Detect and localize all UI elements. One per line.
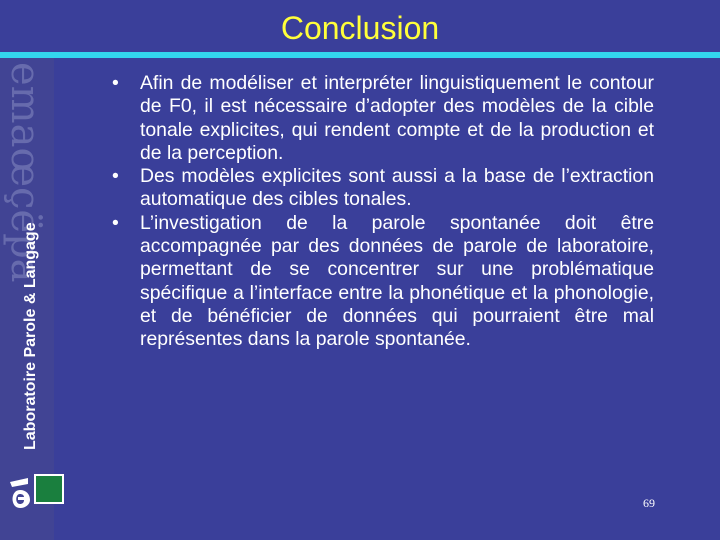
decorative-letters: emaœçëpa: [2, 62, 48, 283]
title-divider: [0, 52, 720, 58]
bullet-item: [110, 72, 654, 165]
bullet-dot: •: [112, 165, 119, 188]
bullet-dot: •: [112, 211, 119, 234]
bullet-text: Afin de modéliser et interpréter linguistiquement le contour de F0, il est nécessaire d’adopter des modèles de la cible tonale explicites, qui rendent compte et de la production et de la perception.: [140, 72, 654, 164]
bullet-text: Des modèles explicites sont aussi a la base de l’extraction automatique des cibles tonales.: [140, 165, 654, 211]
bullet-text: L’investigation de la parole spontanée doit être accompagnée par des données de parole de laboratoire, permettant de se concentrer sur une problématique spécifique a l’interface entre la phonétique et la phonologie, et de bénéficier de données qui pourraient être mal représentes dans la parole spontanée.: [140, 211, 654, 351]
lab-name: Laboratoire Parole & Langage: [22, 222, 39, 450]
bullet-item: [110, 212, 654, 352]
slide-title: Conclusion: [280, 10, 440, 46]
green-marker: [34, 474, 64, 504]
bullet-list: [110, 72, 654, 352]
sidebar-branding: [0, 58, 54, 540]
page-number: 69: [643, 496, 655, 510]
lab-logo-icon: [6, 476, 34, 512]
bullet-dot: •: [112, 72, 119, 94]
bullet-item: [110, 165, 654, 212]
